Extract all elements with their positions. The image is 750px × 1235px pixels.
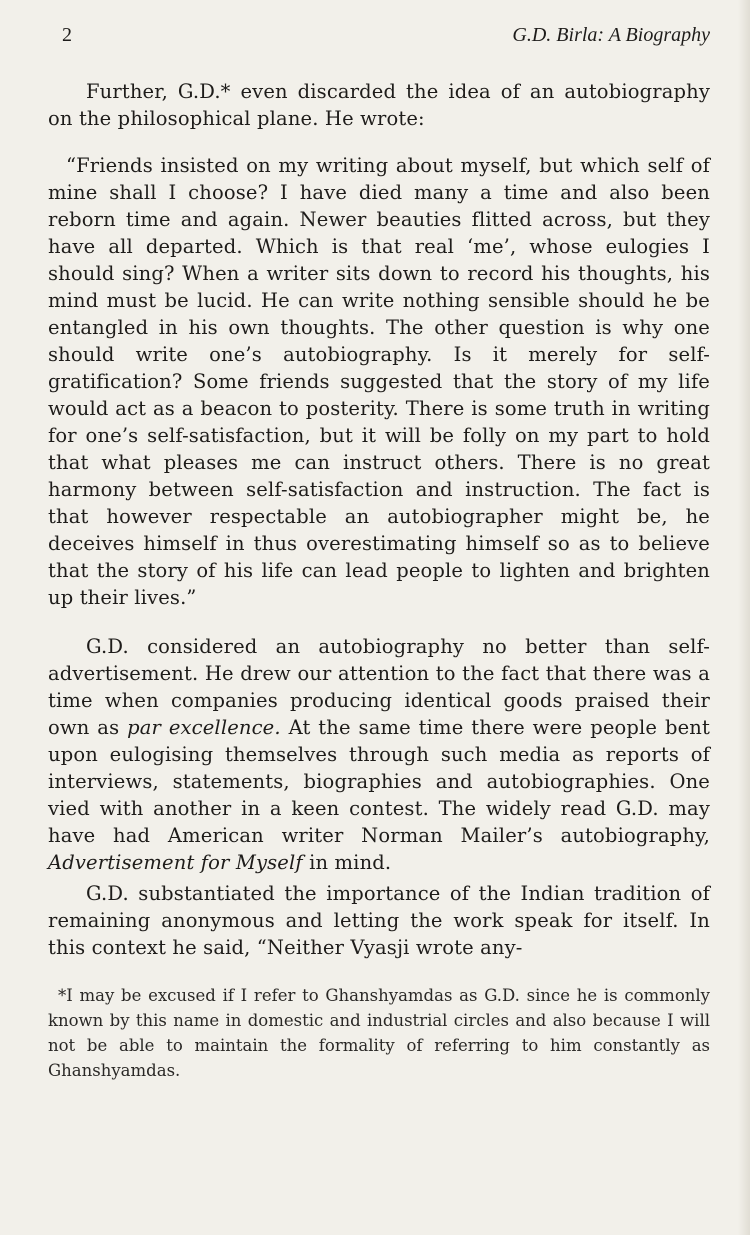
body-paragraph-tradition: G.D. substantiated the importance of the Indian tradition of remaining anonymous and letting the work speak for itself. In this context he said, “Neither Vyasji wrote any- — [48, 882, 710, 959]
block-quote: “Friends insisted on my writing about myself, but which self of mine shall I choose? I have died many a time and also been reborn time and again. Newer beauties flitted across, but they have all departed. Which is that real ‘me’, whose eulogies I should sing? When a writer sits down to record his thoughts, his mind must be lucid. He can write nothing sensible should he be entangled in his own thoughts. The other question is why one should write one’s autobiography. Is it merely for self-gratification? Some friends suggested that the story of my life would act as a beacon to posterity. There is some truth in writing for one’s self-satisfaction, but it will be folly on my part to hold that what pleases me can instruct others. There is no great harmony between self-satisfaction and instruction. The fact is that however respectable an autobiographer might be, he deceives himself in thus overestimating himself so as to believe that the story of his life can lead people to lighten and brighten up their lives.” — [48, 154, 710, 609]
running-title: G.D. Birla: A Biography — [512, 24, 710, 46]
running-header — [48, 24, 710, 58]
paragraph-text: G.D. considered an autobiography no better than self-advertisement. He drew our attention to the fact that there was a time when companies producing identical goods praised their own as — [48, 635, 710, 739]
paragraph-text: in mind. — [302, 851, 392, 874]
intro-paragraph: Further, G.D.* even discarded the idea of an autobiography on the philosophical plane. He wrote: — [48, 80, 710, 130]
italic-phrase: par excellence. — [127, 716, 281, 739]
paragraph-text: At the same time there were people bent upon eulogising themselves through such media as reports of interviews, statements, biographies and autobiographies. One vied with another in a keen contest. The widely read G.D. may have had American writer Norman Mailer’s autobiography, — [48, 716, 710, 847]
footnote: *I may be excused if I refer to Ghanshyamdas as G.D. since he is commonly known by this name in domestic and industrial circles and also because I will not be able to maintain the formality of referring to him constantly as Ghanshyamdas. — [48, 986, 710, 1080]
body-paragraph-advertisement — [48, 633, 710, 876]
book-title-italic: Advertisement for Myself — [48, 851, 303, 874]
page-number: 2 — [62, 24, 72, 46]
